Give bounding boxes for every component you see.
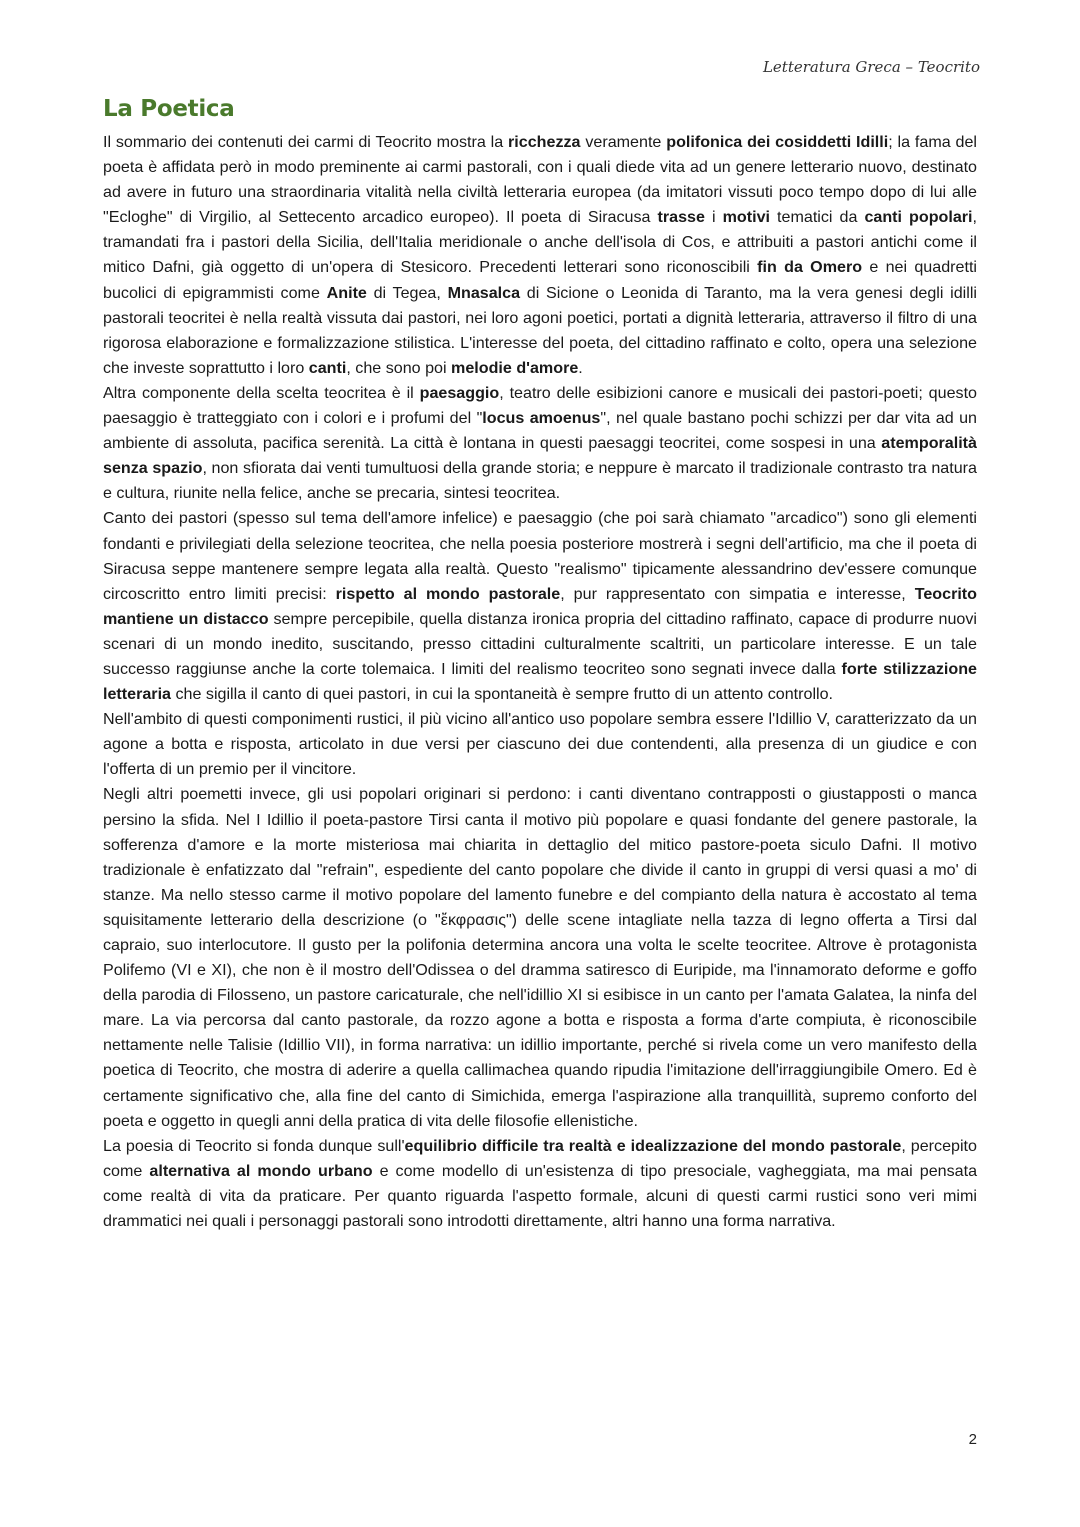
text-run: , teatro delle esibizioni canore e musicali dei pastori-poeti; questo paesaggio è tratteggiato con i colori e i profumi del "	[103, 383, 977, 428]
text-run: e come modello di un'esistenza di tipo presociale, vagheggiata, ma mai pensata come realtà di vita da praticare. Per quanto riguarda l'aspetto formale, alcuni di questi carmi rustici sono veri mimi drammatici nei quali i personaggi pastorali sono introdotti direttamente, altri hanno una forma narrativa.	[103, 1161, 978, 1231]
text-run: tematici da	[770, 208, 865, 227]
bold-text: Teocrito mantiene un distacco	[103, 584, 977, 628]
text-run: di Sicione o Leonida di Taranto, ma la vera genesi degli idilli pastorali teocritei è nella realtà vissuta dai pastori, nei loro agoni poetici, portati a dignità letteraria, attraverso il filtro di una rigorosa elaborazione e formalizzazione stilistica. L'interesse del poeta, del cittadino raffinato e colto, opera una selezione che investe soprattutto i loro	[103, 283, 977, 377]
bold-text: Mnasalca	[447, 283, 521, 302]
bold-text: atemporalità senza spazio	[103, 434, 977, 478]
bold-text: melodie d'amore	[451, 358, 579, 377]
text-run: ; la fama del poeta è affidata però in modo preminente ai carmi pastorali, con i quali diede vita ad un genere letterario nuovo, destinato ad avere in futuro una straordinaria vitalità nella civiltà letteraria europea (da imitatori vissuti poco tempo dopo di lui alle "Ecloghe" di Virgilio, al Settecento arcadico europeo). Il poeta di Siracusa	[103, 133, 978, 227]
page-number: 2	[968, 1431, 977, 1448]
paragraph	[103, 1134, 977, 1234]
text-run: e nei quadretti bucolici di epigrammisti come	[103, 258, 977, 302]
paragraph	[103, 707, 977, 782]
bold-text: ricchezza	[508, 133, 581, 151]
bold-text: trasse	[657, 208, 705, 227]
text-run: La poesia di Teocrito si fonda dunque sull'	[103, 1136, 405, 1155]
paragraph	[103, 782, 977, 1133]
text-run: , percepito come	[103, 1136, 977, 1180]
text-run: sempre percepibile, quella distanza ironica propria del cittadino raffinato, capace di produrre nuovi scenari di un mondo inedito, suscitando, presso cittadini culturalmente scaltriti, un particolare interesse. E un tale successo raggiunse anche la corte tolemaica. I limiti del realismo teocriteo sono segnati invece dalla	[103, 609, 977, 678]
text-run: , tramandati fra i pastori della Sicilia, dell'Italia meridionale o anche dell'isola di Cos, e attribuiti a pastori antichi come il mitico Dafni, già oggetto di un'opera di Stesicoro. Precedenti letterari sono riconoscibili	[103, 208, 978, 277]
bold-text: fin da Omero	[757, 258, 863, 277]
text-run: Nell'ambito di questi componimenti rustici, il più vicino all'antico uso popolare sembra essere l'Idillio V, caratterizzato da un agone a botta e risposta, articolato in due versi per ciascuno dei due contendenti, alla presenza di un giudice e con l'offerta di un premio per il vincitore.	[103, 710, 977, 779]
text-run: che sigilla il canto di quei pastori, in cui la spontaneità è sempre frutto di un attento controllo.	[171, 685, 834, 704]
bold-text: Anite	[326, 283, 367, 302]
bold-text: rispetto al mondo pastorale	[335, 584, 561, 603]
text-run: Negli altri poemetti invece, gli usi popolari originari si perdono: i canti diventano contrapposti o giustapposti o manca persino la sfida. Nel I Idillio il poeta-pastore Tirsi canta il motivo più popolare e quasi fondante del genere pastorale, la sofferenza d'amore e la morte misteriosa mai chiarita in dettaglio del mitico pastore-poeta siculo Dafni. Il motivo tradizionale è enfatizzato dal "refrain", espediente del canto popolare che divide il canto in gruppi di versi quasi a mo' di stanze. Ma nello stesso carme il motivo popolare del lamento funebre e del compianto della natura è accostato al tema squisitamente letterario della descrizione (o "ἔκφρασις") delle scene intagliate nella tazza di legno offerta a Tirsi dal capraio, suo interlocutore. Il gusto per la polifonia determina ancora una volta le scelte teocritee. Altrove è protagonista Polifemo (VI e XI), che non è il mostro dell'Odissea o del dramma satiresco di Euripide, ma l'innamorato deforme e goffo della parodia di Filosseno, un pastore caricaturale, che nell'idillio XI si esibisce in un canto per l'amata Galatea, la ninfa del mare. La via percorsa dal canto pastorale, da rozzo agone a botta e risposta a forma d'arte compiuta, è riconoscibile nettamente nelle Talisie (Idillio VII), in forma narrativa: un idillio importante, perché si rivela come un vero manifesto della poetica di Teocrito, che mostra di aderire a quella callimachea quando ripudia l'imitazione dell'irraggiungibile Omero. Ed è certamente significativo che, alla fine del canto di Simichida, emerga l'aspirazione alla tranquillità, supremo conforto del poeta e oggetto in quegli anni della pratica di vita delle filosofie ellenistiche.	[103, 785, 977, 1130]
text-run: Altra componente della scelta teocritea è il	[103, 383, 420, 402]
bold-text: canti	[308, 358, 347, 377]
paragraph	[103, 130, 977, 381]
text-run: , che sono poi	[346, 358, 452, 377]
bold-text: polifonica dei cosiddetti Idilli	[666, 133, 889, 151]
paragraph	[103, 506, 977, 707]
bold-text: motivi	[722, 208, 771, 227]
text-run: ", nel quale bastano pochi schizzi per dar vita ad un ambiente di assoluta, pacifica serenità. La città è lontana in questi paesaggi teocritei, come sospesi in una	[103, 409, 977, 453]
text-run: , non sfiorata dai venti tumultuosi della grande storia; e neppure è marcato il tradizionale contrasto tra natura e cultura, riunite nella felice, anche se precaria, sintesi teocritea.	[103, 459, 977, 503]
bold-text: alternativa al mondo urbano	[149, 1161, 373, 1180]
section-title: La Poetica	[103, 96, 235, 122]
text-run: di Tegea,	[366, 283, 448, 302]
bold-text: locus amoenus	[482, 409, 601, 428]
body-text	[103, 130, 977, 1234]
text-run: .	[578, 358, 583, 377]
bold-text: paesaggio	[419, 383, 500, 402]
text-run: Canto dei pastori (spesso sul tema dell'amore infelice) e paesaggio (che poi sarà chiamato "arcadico") sono gli elementi fondanti e privilegiati della selezione teocritea, che nella poesia posteriore mostrerà i segni dell'artificio, ma che il poeta di Siracusa seppe mantenere sempre legata alla realtà. Questo "realismo" tipicamente alessandrino dev'essere comunque circoscritto entro limiti precisi:	[103, 509, 977, 603]
running-header: Letteratura Greca – Teocrito	[762, 58, 980, 76]
text-run: i	[704, 208, 723, 227]
text-run: Il sommario dei contenuti dei carmi di Teocrito mostra la	[103, 133, 509, 151]
bold-text: equilibrio difficile tra realtà e idealizzazione del mondo pastorale	[404, 1136, 902, 1155]
text-run: , pur rappresentato con simpatia e interesse,	[560, 584, 915, 603]
paragraph	[103, 381, 977, 506]
bold-text: canti popolari	[864, 208, 973, 227]
bold-text: forte stilizzazione letteraria	[103, 659, 977, 704]
text-run: veramente	[580, 133, 667, 151]
